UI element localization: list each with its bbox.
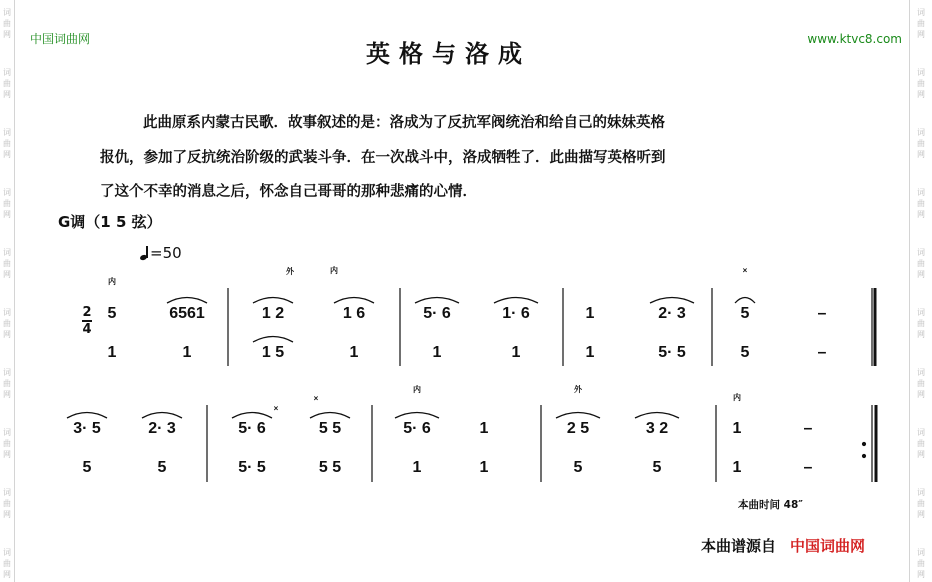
watermark-char: 网 [3, 270, 11, 279]
watermark-char: 词 [917, 128, 925, 137]
upper-note: 1 [732, 420, 742, 437]
watermark-char: 词 [917, 68, 925, 77]
slur-arc [142, 413, 182, 419]
slur-arc [310, 413, 350, 419]
watermark-char: 曲 [917, 379, 925, 388]
watermark-char: 词 [3, 128, 11, 137]
watermark-char: 曲 [917, 319, 925, 328]
watermark-char: 网 [3, 30, 11, 39]
upper-note: 3 2 [645, 420, 669, 437]
lower-note: 5 [157, 459, 167, 476]
lower-note: 1 [732, 459, 742, 476]
bowing-mark: × [273, 404, 279, 413]
duration-label: 本曲时间 48″ [738, 499, 803, 511]
lower-note: 5 [652, 459, 662, 476]
watermark-char: 词 [3, 548, 11, 557]
lower-note: 1 [107, 344, 117, 361]
watermark-char: 网 [917, 570, 925, 579]
repeat-dot [862, 454, 865, 457]
source-site: 中国词曲网 [790, 537, 866, 555]
bowing-mark: 内 [330, 266, 338, 275]
lower-note: 5 5 [318, 459, 342, 476]
site-watermark-left: 中国词曲网 [30, 32, 91, 46]
watermark-char: 曲 [3, 499, 11, 508]
watermark-char: 曲 [917, 559, 925, 568]
watermark-char: 曲 [3, 319, 11, 328]
bowing-mark: 外 [286, 267, 294, 276]
lower-note: 1 [349, 344, 359, 361]
bowing-mark: × [313, 394, 319, 403]
time-signature-top: 2 [82, 305, 92, 320]
upper-note: 3· 5 [73, 420, 101, 437]
lower-note: 1 [432, 344, 442, 361]
lower-note: 1 [585, 344, 595, 361]
slur-arc [253, 298, 293, 304]
slur-arc [395, 413, 439, 419]
watermark-char: 网 [917, 450, 925, 459]
lower-note: – [817, 344, 827, 361]
upper-note: 5· 6 [423, 305, 451, 322]
slur-arc [415, 298, 459, 304]
upper-note: 1 6 [342, 305, 366, 322]
watermark-char: 网 [3, 570, 11, 579]
upper-note: 5 5 [318, 420, 342, 437]
watermark-char: 网 [3, 90, 11, 99]
upper-note: 2 5 [566, 420, 590, 437]
watermark-char: 曲 [3, 79, 11, 88]
lower-note: – [803, 459, 813, 476]
watermark-char: 词 [3, 68, 11, 77]
slur-arc [735, 298, 755, 304]
site-watermark-right: www.ktvc8.com [807, 32, 902, 46]
watermark-char: 词 [3, 308, 11, 317]
bowing-mark: 内 [108, 277, 116, 286]
lower-note: 1 5 [261, 344, 285, 361]
upper-note: 1· 6 [502, 305, 530, 322]
watermark-char: 网 [917, 210, 925, 219]
description-line-3: 了这个不幸的消息之后，怀念自己哥哥的那种悲痛的心情． [100, 184, 477, 200]
watermark-char: 词 [917, 428, 925, 437]
watermark-char: 网 [917, 510, 925, 519]
watermark-char: 网 [3, 330, 11, 339]
watermark-char: 词 [917, 548, 925, 557]
watermark-char: 网 [3, 390, 11, 399]
time-signature-bottom: 4 [82, 321, 92, 337]
slur-arc [494, 298, 538, 304]
slur-arc [67, 413, 107, 419]
slur-arc [635, 413, 679, 419]
song-title: 英格与洛成 [366, 39, 531, 68]
lower-note: 5· 5 [658, 344, 686, 361]
watermark-char: 曲 [3, 379, 11, 388]
watermark-char: 曲 [3, 19, 11, 28]
upper-note: 2· 3 [658, 305, 686, 322]
watermark-char: 网 [917, 30, 925, 39]
lower-note: 1 [479, 459, 489, 476]
watermark-char: 网 [3, 150, 11, 159]
watermark-char: 曲 [917, 439, 925, 448]
upper-note: 2· 3 [148, 420, 176, 437]
watermark-char: 网 [3, 210, 11, 219]
upper-note: – [817, 305, 827, 322]
tempo-value: =50 [150, 244, 182, 262]
watermark-char: 网 [917, 90, 925, 99]
lower-note: 5· 5 [238, 459, 266, 476]
watermark-char: 词 [917, 368, 925, 377]
lower-note: 5 [82, 459, 92, 476]
repeat-dot [862, 442, 865, 445]
description-line-1: 此曲原系内蒙古民歌．故事叙述的是：洛成为了反抗军阀统治和给自己的妹妹英格 [143, 115, 665, 131]
watermark-char: 曲 [3, 139, 11, 148]
watermark-char: 词 [3, 8, 11, 17]
upper-note: 6561 [169, 305, 205, 322]
slur-arc [650, 298, 694, 304]
watermark-char: 词 [917, 308, 925, 317]
upper-note: 1 [479, 420, 489, 437]
lower-note: 5 [573, 459, 583, 476]
bowing-mark: × [742, 266, 748, 275]
description-line-2: 报仇，参加了反抗统治阶级的武装斗争．在一次战斗中，洛成牺牲了．此曲描写英格听到 [100, 150, 666, 166]
upper-note: 5· 6 [238, 420, 266, 437]
watermark-char: 曲 [917, 19, 925, 28]
lower-note: 5 [740, 344, 750, 361]
watermark-char: 网 [3, 510, 11, 519]
watermark-char: 曲 [917, 499, 925, 508]
watermark-char: 词 [917, 188, 925, 197]
watermark-char: 词 [3, 248, 11, 257]
slur-arc [232, 413, 272, 419]
bowing-mark: 内 [413, 385, 421, 394]
watermark-char: 曲 [917, 259, 925, 268]
source-label: 本曲谱源自 [701, 537, 777, 555]
watermark-char: 词 [3, 428, 11, 437]
watermark-char: 词 [3, 488, 11, 497]
slur-arc [167, 298, 207, 304]
watermark-char: 词 [917, 8, 925, 17]
watermark-char: 曲 [917, 139, 925, 148]
watermark-char: 曲 [3, 559, 11, 568]
upper-note: – [803, 420, 813, 437]
upper-note: 5 [740, 305, 750, 322]
watermark-char: 曲 [3, 439, 11, 448]
watermark-char: 网 [917, 150, 925, 159]
watermark-char: 词 [3, 188, 11, 197]
slur-arc [556, 413, 600, 419]
watermark-char: 词 [917, 248, 925, 257]
key-signature: G调（1 5 弦） [58, 213, 162, 231]
watermark-char: 曲 [917, 79, 925, 88]
watermark-char: 网 [917, 390, 925, 399]
lower-note: 1 [412, 459, 422, 476]
bowing-mark: 内 [733, 393, 741, 402]
upper-note: 1 [585, 305, 595, 322]
slur-arc [334, 298, 374, 304]
upper-note: 5· 6 [403, 420, 431, 437]
lower-note: 1 [511, 344, 521, 361]
watermark-char: 词 [3, 368, 11, 377]
watermark-char: 网 [3, 450, 11, 459]
source-credit [701, 535, 865, 556]
watermark-char: 网 [917, 270, 925, 279]
watermark-char: 词 [917, 488, 925, 497]
lower-note: 1 [182, 344, 192, 361]
watermark-char: 曲 [917, 199, 925, 208]
bowing-mark: 外 [574, 385, 582, 394]
watermark-char: 网 [917, 330, 925, 339]
upper-note: 5 [107, 305, 117, 322]
watermark-char: 曲 [3, 259, 11, 268]
upper-note: 1 2 [261, 305, 285, 322]
slur-arc [253, 337, 293, 343]
watermark-char: 曲 [3, 199, 11, 208]
